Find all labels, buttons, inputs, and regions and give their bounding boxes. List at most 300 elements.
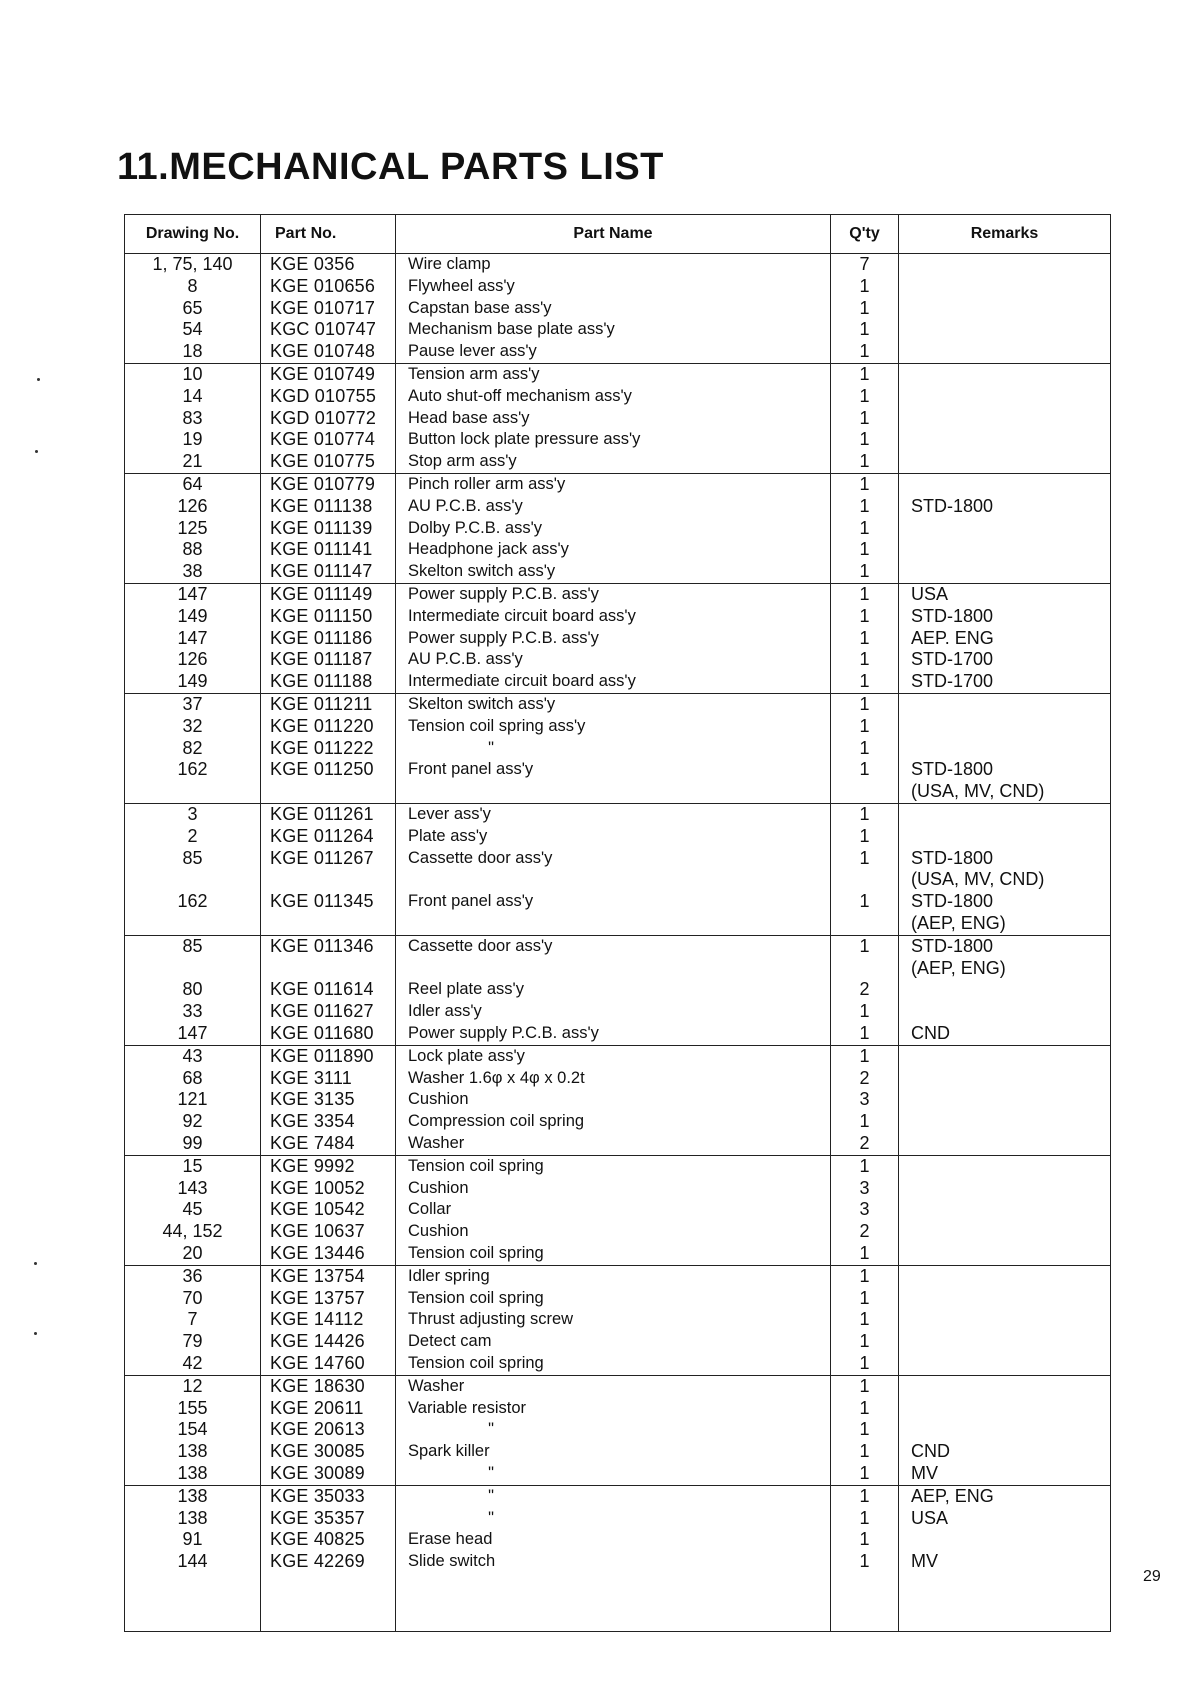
drawing-no: 126 bbox=[177, 495, 208, 516]
part-name: Pause lever ass'y bbox=[408, 342, 537, 361]
drawing-no: 2 bbox=[187, 825, 198, 846]
remarks-cell bbox=[899, 584, 1111, 694]
part-name: Cassette door ass'y bbox=[408, 848, 553, 867]
part-name: Front panel ass'y bbox=[408, 892, 534, 911]
header-part-name: Part Name bbox=[396, 215, 831, 254]
part-no: KGE 30085 bbox=[270, 1441, 365, 1462]
remarks-cell bbox=[899, 1375, 1111, 1485]
qty: 1 bbox=[859, 671, 870, 692]
remarks-cell bbox=[899, 474, 1111, 584]
remarks bbox=[899, 1001, 1110, 1023]
part-name: Idler ass'y bbox=[408, 1002, 482, 1021]
remarks bbox=[899, 1529, 1110, 1551]
remarks: STD-1700 bbox=[911, 649, 994, 670]
remarks: CND bbox=[911, 1441, 950, 1462]
qty: 1 bbox=[859, 605, 870, 626]
part-no: KGE 011680 bbox=[270, 1022, 374, 1043]
drawing-no: 138 bbox=[177, 1507, 208, 1528]
part-name: Detect cam bbox=[408, 1332, 492, 1351]
qty-cell bbox=[831, 1265, 899, 1375]
part-no: KGE 011150 bbox=[270, 605, 373, 626]
remarks-cell bbox=[899, 1485, 1111, 1631]
part-name-cell bbox=[396, 364, 831, 474]
drawing-no: 149 bbox=[177, 605, 208, 626]
part-name: Reel plate ass'y bbox=[408, 980, 524, 999]
drawing-no bbox=[125, 869, 260, 891]
qty bbox=[831, 958, 898, 980]
scan-speck bbox=[34, 1262, 37, 1265]
drawing-no-cell bbox=[125, 935, 261, 1045]
part-name: Cushion bbox=[408, 1222, 469, 1241]
part-no-cell bbox=[261, 1265, 396, 1375]
remarks: AEP, ENG bbox=[911, 1485, 994, 1506]
qty: 7 bbox=[859, 254, 870, 274]
qty-cell bbox=[831, 935, 899, 1045]
drawing-no: 85 bbox=[182, 847, 203, 868]
drawing-no-cell bbox=[125, 474, 261, 584]
part-no-cell bbox=[261, 584, 396, 694]
qty: 1 bbox=[859, 429, 870, 450]
qty: 3 bbox=[859, 1199, 870, 1220]
qty: 2 bbox=[859, 1221, 870, 1242]
part-no-cell bbox=[261, 1155, 396, 1265]
qty: 1 bbox=[859, 474, 870, 494]
drawing-no: 138 bbox=[177, 1462, 208, 1483]
qty: 1 bbox=[859, 1287, 870, 1308]
remarks bbox=[899, 254, 1110, 276]
part-no: KGE 011264 bbox=[270, 825, 374, 846]
table-group-row bbox=[125, 584, 1111, 694]
qty: 1 bbox=[859, 1242, 870, 1263]
qty: 1 bbox=[859, 847, 870, 868]
remarks: MV bbox=[911, 1551, 938, 1572]
part-name: " bbox=[488, 738, 494, 757]
part-no: KGE 3111 bbox=[270, 1067, 352, 1088]
remarks bbox=[899, 716, 1110, 738]
part-no: KGE 011250 bbox=[270, 759, 374, 780]
drawing-no: 99 bbox=[182, 1132, 203, 1153]
qty: 1 bbox=[859, 825, 870, 846]
part-no: KGE 011147 bbox=[270, 561, 373, 582]
drawing-no: 143 bbox=[177, 1177, 208, 1198]
part-name: Skelton switch ass'y bbox=[408, 695, 556, 713]
part-no: KGE 011220 bbox=[270, 715, 374, 736]
part-name: " bbox=[488, 1420, 494, 1439]
qty: 1 bbox=[859, 1485, 870, 1506]
part-name-cell bbox=[396, 1485, 831, 1631]
remarks bbox=[899, 1266, 1110, 1288]
remarks bbox=[899, 1288, 1110, 1310]
drawing-no: 70 bbox=[182, 1287, 203, 1308]
part-no: KGE 011267 bbox=[270, 847, 374, 868]
drawing-no-cell bbox=[125, 584, 261, 694]
remarks bbox=[899, 804, 1110, 826]
part-name: Intermediate circuit board ass'y bbox=[408, 672, 636, 691]
drawing-no: 38 bbox=[182, 561, 203, 582]
remarks bbox=[899, 1309, 1110, 1331]
drawing-no: 80 bbox=[182, 979, 203, 1000]
part-no: KGE 42269 bbox=[270, 1551, 365, 1572]
remarks bbox=[899, 539, 1110, 561]
part-name: Power supply P.C.B. ass'y bbox=[408, 1023, 599, 1042]
part-no: KGE 011188 bbox=[270, 671, 373, 692]
qty: 1 bbox=[859, 561, 870, 582]
part-no: KGE 011211 bbox=[270, 694, 373, 714]
part-name: Head base ass'y bbox=[408, 408, 530, 427]
part-name bbox=[396, 913, 830, 935]
part-name-cell bbox=[396, 694, 831, 804]
drawing-no-cell bbox=[125, 1375, 261, 1485]
qty: 1 bbox=[859, 584, 870, 604]
table-header-row bbox=[125, 215, 1111, 254]
part-no: KGE 011261 bbox=[270, 804, 374, 824]
remarks: STD-1800 bbox=[911, 759, 994, 780]
drawing-no-cell bbox=[125, 1485, 261, 1631]
part-no: KGE 011346 bbox=[270, 935, 374, 956]
qty: 1 bbox=[859, 319, 870, 340]
part-no: KGE 010656 bbox=[270, 275, 376, 296]
part-no: KGE 3354 bbox=[270, 1111, 355, 1132]
remarks: STD-1800 bbox=[911, 495, 994, 516]
table-group-row bbox=[125, 804, 1111, 936]
header-qty: Q'ty bbox=[831, 215, 899, 254]
drawing-no: 10 bbox=[182, 364, 203, 384]
part-no: KGE 010749 bbox=[270, 364, 376, 384]
drawing-no: 1, 75, 140 bbox=[152, 254, 233, 274]
qty bbox=[831, 869, 898, 891]
part-no bbox=[261, 913, 395, 935]
part-no: KGE 011187 bbox=[270, 649, 373, 670]
qty: 1 bbox=[859, 1309, 870, 1330]
drawing-no: 3 bbox=[187, 804, 198, 824]
remarks bbox=[899, 319, 1110, 341]
qty: 2 bbox=[859, 1067, 870, 1088]
qty: 1 bbox=[859, 1352, 870, 1373]
qty: 1 bbox=[859, 1045, 870, 1066]
drawing-no: 45 bbox=[182, 1199, 203, 1220]
part-name bbox=[396, 781, 830, 803]
part-name: Dolby P.C.B. ass'y bbox=[408, 518, 542, 537]
remarks bbox=[899, 1221, 1110, 1243]
remarks: STD-1800 bbox=[911, 847, 994, 868]
remarks bbox=[899, 979, 1110, 1001]
drawing-no: 37 bbox=[182, 694, 203, 714]
table-group-row bbox=[125, 1375, 1111, 1485]
part-name: Plate ass'y bbox=[408, 826, 488, 845]
remarks bbox=[899, 1199, 1110, 1221]
qty: 1 bbox=[859, 1001, 870, 1022]
remarks-cell bbox=[899, 1155, 1111, 1265]
qty-cell bbox=[831, 1155, 899, 1265]
part-no: KGE 20613 bbox=[270, 1419, 365, 1440]
part-name: Tension coil spring bbox=[408, 1288, 544, 1307]
part-no: KGE 011222 bbox=[270, 737, 374, 758]
remarks: MV bbox=[911, 1462, 938, 1483]
part-no: KGE 35033 bbox=[270, 1485, 365, 1506]
part-no-cell bbox=[261, 474, 396, 584]
qty-cell bbox=[831, 804, 899, 936]
part-no-cell bbox=[261, 935, 396, 1045]
drawing-no: 138 bbox=[177, 1485, 208, 1506]
remarks bbox=[899, 826, 1110, 848]
qty-cell bbox=[831, 254, 899, 364]
scan-speck bbox=[37, 378, 40, 381]
part-no: KGE 010779 bbox=[270, 474, 376, 494]
remarks: (USA, MV, CND) bbox=[911, 869, 1045, 890]
qty: 1 bbox=[859, 694, 870, 714]
part-no: KGE 14760 bbox=[270, 1352, 365, 1373]
part-no: KGC 010747 bbox=[270, 319, 377, 340]
part-no-cell bbox=[261, 694, 396, 804]
part-no: KGE 011345 bbox=[270, 891, 374, 912]
table-group-row bbox=[125, 1265, 1111, 1375]
drawing-no: 64 bbox=[182, 474, 203, 494]
drawing-no-cell bbox=[125, 1155, 261, 1265]
part-name-cell bbox=[396, 804, 831, 936]
drawing-no: 8 bbox=[187, 275, 198, 296]
part-name: Skelton switch ass'y bbox=[408, 562, 556, 581]
remarks-cell bbox=[899, 804, 1111, 936]
drawing-no-cell bbox=[125, 804, 261, 936]
qty: 1 bbox=[859, 891, 870, 912]
remarks: (USA, MV, CND) bbox=[911, 781, 1045, 802]
part-no: KGE 40825 bbox=[270, 1529, 365, 1550]
part-no: KGE 3135 bbox=[270, 1089, 355, 1110]
drawing-no-cell bbox=[125, 254, 261, 364]
drawing-no: 91 bbox=[182, 1529, 203, 1550]
part-name: Erase head bbox=[408, 1530, 493, 1549]
qty: 1 bbox=[859, 451, 870, 472]
qty-cell bbox=[831, 1045, 899, 1155]
part-no bbox=[261, 869, 395, 891]
qty: 3 bbox=[859, 1177, 870, 1198]
part-name: Tension arm ass'y bbox=[408, 365, 540, 383]
part-no: KGE 011149 bbox=[270, 584, 373, 604]
drawing-no: 138 bbox=[177, 1441, 208, 1462]
part-name: Front panel ass'y bbox=[408, 760, 534, 779]
qty: 1 bbox=[859, 1375, 870, 1396]
part-name: Cushion bbox=[408, 1090, 469, 1109]
part-no: KGE 35357 bbox=[270, 1507, 365, 1528]
qty: 2 bbox=[859, 1132, 870, 1153]
part-name: Slide switch bbox=[408, 1552, 496, 1571]
qty: 1 bbox=[859, 539, 870, 560]
remarks bbox=[899, 1353, 1110, 1375]
remarks-cell bbox=[899, 364, 1111, 474]
drawing-no bbox=[125, 781, 260, 803]
remarks bbox=[899, 738, 1110, 760]
drawing-no: 12 bbox=[182, 1375, 203, 1396]
table-group-row bbox=[125, 1485, 1111, 1631]
part-name: Idler spring bbox=[408, 1266, 490, 1285]
part-no: KGE 10637 bbox=[270, 1221, 365, 1242]
drawing-no: 44, 152 bbox=[162, 1221, 223, 1242]
part-no-cell bbox=[261, 364, 396, 474]
part-no: KGE 13754 bbox=[270, 1265, 365, 1286]
part-no: KGE 14112 bbox=[270, 1309, 364, 1330]
qty: 1 bbox=[859, 1155, 870, 1176]
qty: 1 bbox=[859, 737, 870, 758]
part-no: KGE 010717 bbox=[270, 297, 376, 318]
drawing-no: 125 bbox=[177, 517, 208, 538]
part-no: KGD 010755 bbox=[270, 385, 377, 406]
drawing-no-cell bbox=[125, 1045, 261, 1155]
remarks bbox=[899, 1178, 1110, 1200]
part-no: KGE 011141 bbox=[270, 539, 373, 560]
header-drawing-no: Drawing No. bbox=[125, 215, 261, 254]
qty: 1 bbox=[859, 517, 870, 538]
header-remarks: Remarks bbox=[899, 215, 1111, 254]
drawing-no: 68 bbox=[182, 1067, 203, 1088]
part-no: KGE 13446 bbox=[270, 1242, 365, 1263]
qty bbox=[831, 781, 898, 803]
remarks bbox=[899, 1398, 1110, 1420]
qty: 1 bbox=[859, 495, 870, 516]
remarks bbox=[899, 298, 1110, 320]
scan-speck bbox=[34, 1332, 37, 1335]
qty: 1 bbox=[859, 1331, 870, 1352]
part-name: Thrust adjusting screw bbox=[408, 1310, 574, 1329]
remarks bbox=[899, 1111, 1110, 1133]
part-no-cell bbox=[261, 1485, 396, 1631]
part-no: KGE 011138 bbox=[270, 495, 373, 516]
part-no: KGE 010774 bbox=[270, 429, 376, 450]
drawing-no: 20 bbox=[182, 1242, 203, 1263]
drawing-no: 36 bbox=[182, 1265, 203, 1286]
remarks bbox=[899, 1068, 1110, 1090]
qty: 1 bbox=[859, 1265, 870, 1286]
part-name-cell bbox=[396, 1155, 831, 1265]
drawing-no-cell bbox=[125, 1265, 261, 1375]
part-no: KGE 011890 bbox=[270, 1045, 374, 1066]
drawing-no: 147 bbox=[177, 627, 208, 648]
drawing-no bbox=[125, 913, 260, 935]
part-name: Tension coil spring bbox=[408, 1353, 544, 1372]
qty: 1 bbox=[859, 1419, 870, 1440]
drawing-no: 7 bbox=[187, 1309, 198, 1330]
part-name: Mechanism base plate ass'y bbox=[408, 320, 615, 339]
drawing-no: 126 bbox=[177, 649, 208, 670]
remarks-cell bbox=[899, 935, 1111, 1045]
qty: 1 bbox=[859, 385, 870, 406]
qty: 1 bbox=[859, 1462, 870, 1483]
table-group-row bbox=[125, 1045, 1111, 1155]
part-name: Capstan base ass'y bbox=[408, 298, 552, 317]
remarks bbox=[899, 518, 1110, 540]
part-name-cell bbox=[396, 935, 831, 1045]
drawing-no: 32 bbox=[182, 715, 203, 736]
remarks: USA bbox=[911, 1507, 949, 1528]
parts-table bbox=[124, 214, 1111, 1632]
part-name: " bbox=[488, 1463, 494, 1482]
remarks-cell bbox=[899, 694, 1111, 804]
qty: 1 bbox=[859, 341, 870, 362]
part-no: KGE 7484 bbox=[270, 1132, 355, 1153]
drawing-no: 88 bbox=[182, 539, 203, 560]
remarks bbox=[899, 694, 1110, 716]
table-group-row bbox=[125, 364, 1111, 474]
part-no bbox=[261, 781, 395, 803]
drawing-no: 21 bbox=[182, 451, 203, 472]
part-no: KGE 010775 bbox=[270, 451, 376, 472]
part-no: KGE 0356 bbox=[270, 254, 355, 274]
part-name-cell bbox=[396, 474, 831, 584]
part-name: " bbox=[488, 1508, 494, 1527]
qty: 1 bbox=[859, 1397, 870, 1418]
part-name-cell bbox=[396, 1045, 831, 1155]
remarks: (AEP, ENG) bbox=[911, 912, 1006, 933]
part-name: Washer 1.6φ x 4φ x 0.2t bbox=[408, 1068, 585, 1087]
remarks: STD-1800 bbox=[911, 935, 994, 956]
part-name: " bbox=[488, 1486, 494, 1505]
qty: 1 bbox=[859, 1022, 870, 1043]
part-no: KGE 13757 bbox=[270, 1287, 365, 1308]
part-name bbox=[396, 958, 830, 980]
part-no-cell bbox=[261, 804, 396, 936]
drawing-no: 18 bbox=[182, 341, 203, 362]
part-no-cell bbox=[261, 1375, 396, 1485]
part-no: KGE 20611 bbox=[270, 1397, 364, 1418]
drawing-no: 54 bbox=[182, 319, 203, 340]
qty-cell bbox=[831, 474, 899, 584]
qty: 1 bbox=[859, 1551, 870, 1572]
table-group-row bbox=[125, 694, 1111, 804]
drawing-no: 147 bbox=[177, 1022, 208, 1043]
part-name bbox=[396, 869, 830, 891]
part-name: Intermediate circuit board ass'y bbox=[408, 606, 636, 625]
remarks: (AEP, ENG) bbox=[911, 957, 1006, 978]
qty-cell bbox=[831, 364, 899, 474]
drawing-no: 82 bbox=[182, 737, 203, 758]
part-no: KGE 011627 bbox=[270, 1001, 374, 1022]
part-name-cell bbox=[396, 584, 831, 694]
drawing-no: 162 bbox=[177, 891, 208, 912]
part-no: KGE 011186 bbox=[270, 627, 373, 648]
table-group-row bbox=[125, 1155, 1111, 1265]
part-name-cell bbox=[396, 254, 831, 364]
part-no: KGE 9992 bbox=[270, 1155, 355, 1176]
qty: 1 bbox=[859, 759, 870, 780]
part-name: Lever ass'y bbox=[408, 805, 491, 823]
part-no: KGE 011139 bbox=[270, 517, 373, 538]
remarks bbox=[899, 1133, 1110, 1155]
remarks bbox=[899, 1156, 1110, 1178]
remarks: STD-1800 bbox=[911, 891, 994, 912]
qty-cell bbox=[831, 584, 899, 694]
part-name: Power supply P.C.B. ass'y bbox=[408, 628, 599, 647]
remarks-cell bbox=[899, 1045, 1111, 1155]
part-name-cell bbox=[396, 1265, 831, 1375]
drawing-no bbox=[125, 958, 260, 980]
drawing-no: 15 bbox=[182, 1155, 203, 1176]
part-name: Variable resistor bbox=[408, 1398, 526, 1417]
remarks bbox=[899, 1331, 1110, 1353]
part-name: AU P.C.B. ass'y bbox=[408, 650, 523, 669]
part-name: Tension coil spring bbox=[408, 1156, 544, 1175]
qty: 1 bbox=[859, 1507, 870, 1528]
part-no-cell bbox=[261, 1045, 396, 1155]
remarks bbox=[899, 1419, 1110, 1441]
drawing-no: 83 bbox=[182, 407, 203, 428]
remarks bbox=[899, 276, 1110, 298]
qty: 1 bbox=[859, 627, 870, 648]
part-no: KGE 010748 bbox=[270, 341, 376, 362]
drawing-no: 155 bbox=[177, 1397, 208, 1418]
page-number: 29 bbox=[1143, 1568, 1161, 1585]
part-no: KGD 010772 bbox=[270, 407, 377, 428]
drawing-no: 43 bbox=[182, 1045, 203, 1066]
drawing-no: 85 bbox=[182, 935, 203, 956]
